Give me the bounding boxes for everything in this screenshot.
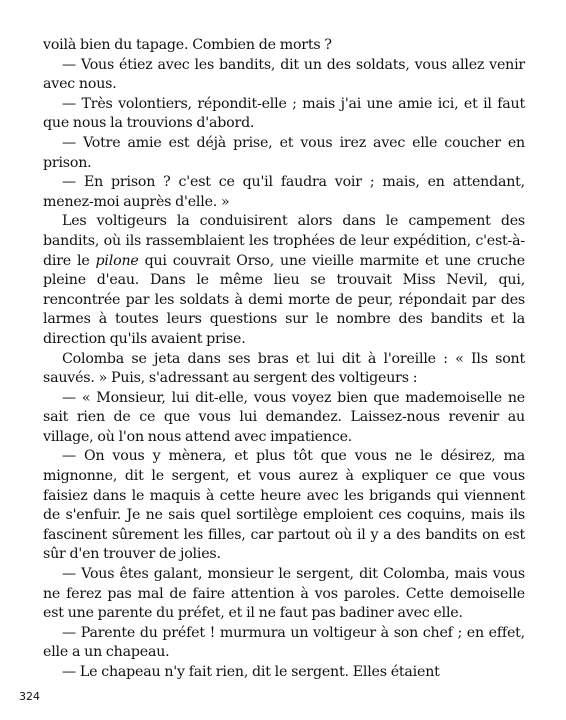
paragraph-colomba-reply: — Très volontiers, répondit-elle ; mais j'ai une amie ici, et il faut que nous la trouvions d'abord.	[43, 95, 525, 132]
camp-text-part-1: Les voltigeurs la conduisirent alors dans le campement des bandits, où ils rassemblaient les trophées de leur expédition, c'est-à-dire le	[43, 213, 525, 269]
paragraph-monsieur: — « Monsieur, lui dit-elle, vous voyez bien que mademoiselle ne sait rien de ce que vous lui demandez. Laissez-nous revenir au village, où l'on nous attend avec impatience.	[43, 389, 525, 445]
paragraph-sergent-reply: — On vous y mènera, et plus tôt que vous ne le désirez, ma mignonne, dit le sergent, et vous aurez à expliquer ce que vous faisiez dans le maquis à cette heure avec les brigands qui viennent de s'enfuir. Je ne sais quel sortilège emploient ces coquins, mais ils fascinent sûrement les filles, car partout où il y a des bandits on est sûr d'en trouver de jolies.	[43, 448, 525, 563]
camp-text-part-2: qui couvrait Orso, une vieille marmite et une cruche pleine d'eau. Dans le même lieu se trouvait Miss Nevil, qui, rencontrée par les soldats à demi morte de peur, répondait par des larmes à toutes leurs questions sur le nombre des bandits et la direction qu'ils avaient prise.	[43, 252, 525, 347]
paragraph-colomba-embrace: Colomba se jeta dans ses bras et lui dit à l'oreille : « Ils sont sauvés. » Puis, s'adressant au sergent des voltigeurs :	[43, 350, 525, 387]
paragraph-parente-prefet: — Parente du préfet ! murmura un voltigeur à son chef ; en effet, elle a un chapeau.	[43, 624, 525, 661]
paragraph-continuation: voilà bien du tapage. Combien de morts ?	[43, 37, 332, 53]
paragraph-camp-description	[43, 212, 525, 349]
page-body-text	[43, 36, 525, 683]
page-number: 324	[19, 690, 40, 703]
paragraph-chapeau: — Le chapeau n'y fait rien, dit le sergent. Elles étaient	[62, 664, 440, 680]
paragraph-galant: — Vous êtes galant, monsieur le sergent, dit Colomba, mais vous ne ferez pas mal de faire attention à vos paroles. Cette demoiselle est une parente du préfet, et il ne faut pas badiner avec elle.	[43, 566, 525, 622]
paragraph-friend-prison: — Votre amie est déjà prise, et vous irez avec elle coucher en prison.	[43, 134, 525, 171]
italic-word-pilone: pilone	[95, 252, 139, 269]
paragraph-en-prison: — En prison ? c'est ce qu'il faudra voir ; mais, en attendant, menez-moi auprès d'elle. »	[43, 174, 525, 210]
paragraph-soldier-speech: — Vous étiez avec les bandits, dit un des soldats, vous allez venir avec nous.	[43, 56, 525, 93]
